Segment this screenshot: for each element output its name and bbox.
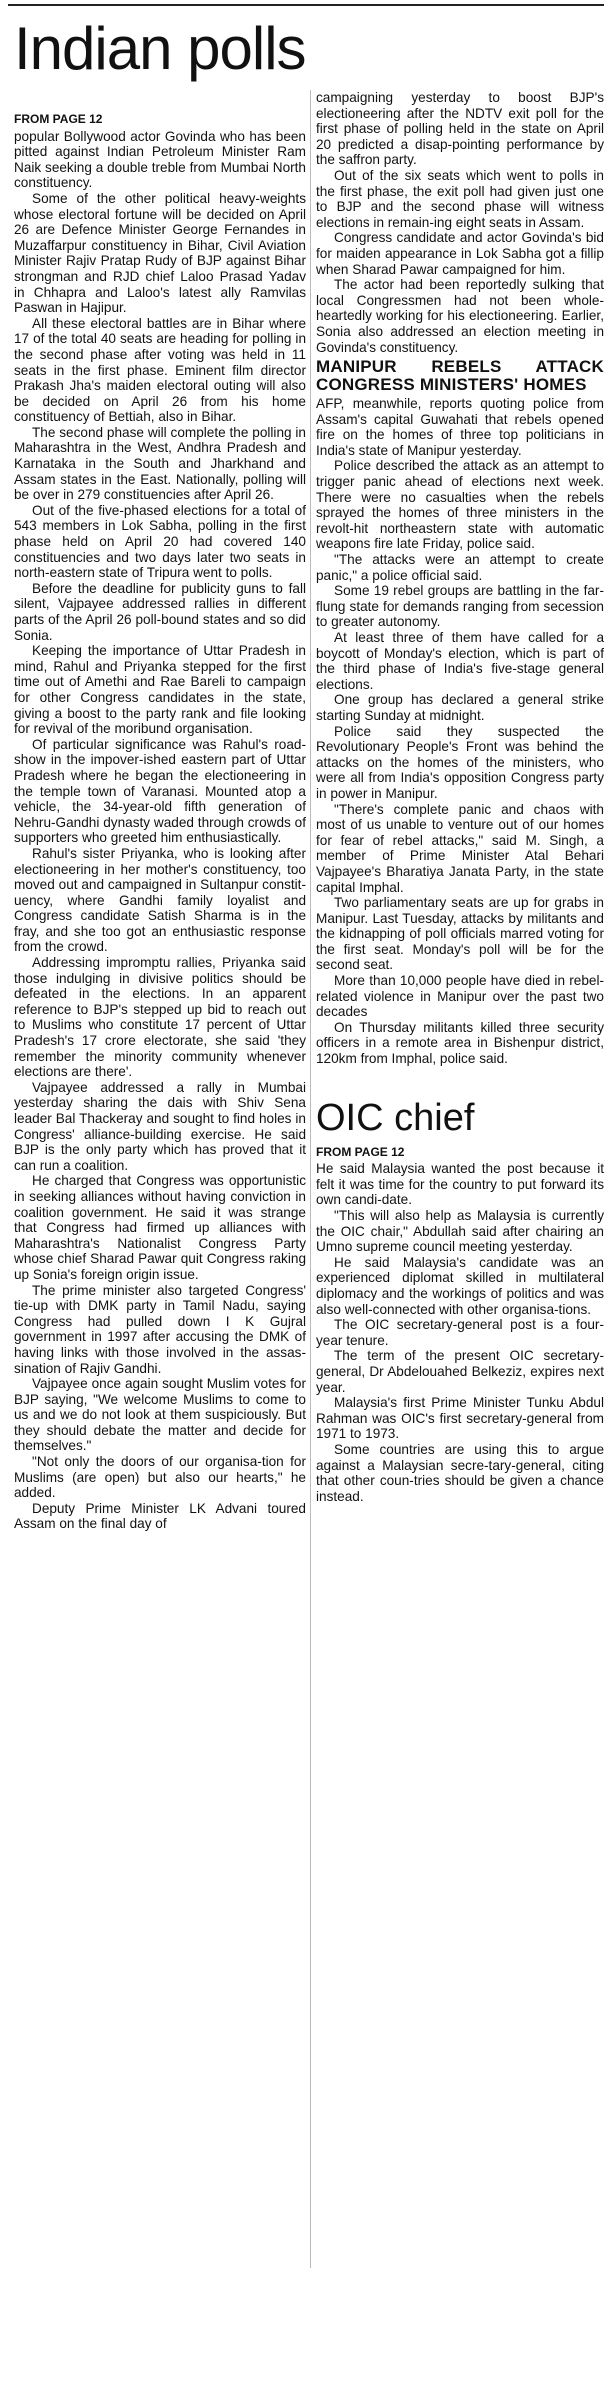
paragraph: Some of the other political heavy-weights whose electoral fortune will be decided on April 26 are Defence Minister George Fernandes in Muzaffarpur constituency in Bihar, Civil Aviation Minister Rajiv Pratap Rudy of BJP against Bihar strongman and RJD chief Laloo Prasad Yadav in Chhapra and Laloo's latest ally Ramvilas Paswan in Hajipur. — [14, 190, 306, 316]
paragraph: AFP, meanwhile, reports quoting police from Assam's capital Guwahati that rebels opened fire on the homes of three top politicians in India's state of Manipur yesterday. — [316, 396, 604, 458]
paragraph: "There's complete panic and chaos with most of us unable to venture out of our homes for fear of rebel attacks," said M. Singh, a member of Prime Minister Atal Behari Vajpayee's Bharatiya Janata Party, in the state capital Imphal. — [316, 801, 604, 895]
oic-headline: OIC chief — [316, 1096, 475, 1139]
paragraph: "This will also help as Malaysia is currently the OIC chair," Abdullah said after chairing an Umno supreme council meeting yesterday. — [316, 1208, 604, 1255]
from-page-label: FROM PAGE 12 — [14, 112, 103, 126]
paragraph: Addressing impromptu rallies, Priyanka said those indulging in divisive politics should be defeated in the elections. In an apparent reference to BJP's stepped up bid to reach out to Muslims who constitute 17 percent of Uttar Pradesh's 17 crore electorate, she said 'they remember the minority community whenever elections are there'. — [14, 955, 306, 1080]
paragraph: "The attacks were an attempt to create panic," a police official said. — [316, 552, 604, 583]
paragraph: Congress candidate and actor Govinda's bid for maiden appearance in Lok Sabha got a fillip when Sharad Pawar campaigned for him. — [316, 230, 604, 277]
paragraph: One group has declared a general strike starting Sunday at midnight. — [316, 692, 604, 723]
paragraph: Vajpayee once again sought Muslim votes for BJP saying, "We welcome Muslims to come to us and we do not look at them suspiciously. But they should debate the matter and decide for themselves." — [14, 1376, 306, 1454]
paragraph: Keeping the importance of Uttar Pradesh in mind, Rahul and Priyanka stepped for the first time out of Amethi and Rae Bareli to campaign for other Congress candidates in the state, giving a boost to the party rank and file looking for revival of the moribund organisation. — [14, 643, 306, 737]
oic-body — [316, 1161, 604, 1504]
manipur-body — [316, 396, 604, 1067]
paragraph: All these electoral battles are in Bihar where 17 of the total 40 seats are heading for polling in the second phase after voting was held in 11 seats in the first phase. Eminent film director Prakash Jha's maiden electoral outing will also be decided on April 26 from his home constituency of Bettiah, also in Bihar. — [14, 315, 306, 425]
paragraph: Out of the six seats which went to polls in the first phase, the exit poll had given just one to BJP and the second phase will witness elections in remain-ing eight seats in Assam. — [316, 167, 604, 230]
page-headline: Indian polls — [14, 15, 306, 82]
paragraph: The OIC secretary-general post is a four-year tenure. — [316, 1317, 604, 1348]
paragraph: On Thursday militants killed three security officers in a remote area in Bishenpur district, 120km from Imphal, police said. — [316, 1019, 604, 1067]
paragraph: Rahul's sister Priyanka, who is looking after electioneering in her mother's constituency, too moved out and campaigned in Sultanpur constit-uency, where Gandhi family loyalist and Congress candidate Satish Sharma is in the fray, and she too got an enthusiastic response from the crowd. — [14, 845, 306, 955]
paragraph: Some 19 rebel groups are battling in the far-flung state for demands ranging from secession to greater autonomy. — [316, 583, 604, 630]
left-column-body — [14, 129, 306, 1532]
right-column-body — [316, 90, 604, 355]
paragraph: Police described the attack as an attempt to trigger panic ahead of elections next week. There were no casualties when the rebels sprayed the homes of three ministers in the revolt-hit northeastern state with automatic weapons fire late Friday, police said. — [316, 458, 604, 552]
paragraph: Vajpayee addressed a rally in Mumbai yesterday sharing the dais with Shiv Sena leader Bal Thackeray and sought to find holes in Congress' alliance-building exercise. He said BJP is the only party which has proved that it can run a coalition. — [14, 1079, 306, 1173]
paragraph: The prime minister also targeted Congress' tie-up with DMK party in Tamil Nadu, saying Congress had pulled down I K Gujral government in 1997 after accusing the DMK of having links with those involved in the assas-sination of Rajiv Gandhi. — [14, 1282, 306, 1376]
column-divider — [310, 90, 311, 2268]
paragraph: Malaysia's first Prime Minister Tunku Abdul Rahman was OIC's first secretary-general from 1971 to 1973. — [316, 1395, 604, 1442]
paragraph: campaigning yesterday to boost BJP's electioneering after the NDTV exit poll for the first phase of polling held in the state on April 20 predicted a disap-pointing performance by the saffron party. — [316, 90, 604, 168]
oic-from-page-label: FROM PAGE 12 — [316, 1144, 405, 1159]
right-column — [316, 0, 604, 2361]
paragraph: "Not only the doors of our organisa-tion for Muslims (are open) but also our hearts," he added. — [14, 1454, 306, 1501]
paragraph: The term of the present OIC secretary-general, Dr Abdelouahed Belkeziz, expires next year. — [316, 1348, 604, 1395]
paragraph: The second phase will complete the polling in Maharashtra in the West, Andhra Pradesh and Karnataka in the South and Jharkhand and Assam states in the East. Nationally, polling will be over in 279 constituencies after April 26. — [14, 424, 306, 503]
paragraph: Of particular significance was Rahul's road-show in the impover-ished eastern part of Uttar Pradesh where he began the electioneering in the temple town of Varanasi. Mounted atop a vehicle, the 34-year-old fifth generation of Nehru-Gandhi dynasty waded through crowds of supporters who greeted him enthusiastically. — [14, 736, 306, 846]
paragraph: He said Malaysia's candidate was an experienced diplomat skilled in multilateral diplomacy and the workings of politics and was also well-connected with other organisa-tions. — [316, 1254, 604, 1317]
paragraph: Out of the five-phased elections for a total of 543 members in Lok Sabha, polling in the first phase held on April 20 had covered 140 constituencies and two days later two seats in north-eastern state of Tripura went to polls. — [14, 502, 306, 581]
paragraph: popular Bollywood actor Govinda who has been pitted against Indian Petroleum Minister Ram Naik seeking a double treble from Mumbai North constituency. — [14, 128, 306, 191]
paragraph: More than 10,000 people have died in rebel-related violence in Manipur over the past two decades — [316, 973, 604, 1020]
left-column — [14, 0, 306, 2383]
paragraph: Before the deadline for publicity guns to fall silent, Vajpayee addressed rallies in different parts of the April 26 poll-bound states and so did Sonia. — [14, 580, 306, 643]
paragraph: Police said they suspected the Revolutionary People's Front was behind the attacks on the homes of the ministers, who were all from India's opposition Congress party in power in Manipur. — [316, 723, 604, 801]
manipur-subhead: MANIPUR REBELS ATTACK CONGRESS MINISTERS' HOMES — [316, 357, 604, 395]
paragraph: At least three of them have called for a boycott of Monday's election, which is part of the third phase of India's five-stage general elections. — [316, 630, 604, 692]
paragraph: He said Malaysia wanted the post because it felt it was time for the country to put forward its own candi-date. — [316, 1161, 604, 1208]
paragraph: Deputy Prime Minister LK Advani toured Assam on the final day of — [14, 1500, 306, 1532]
paragraph: The actor had been reportedly sulking that local Congressmen had not been whole-heartedly working for his electioneering. Earlier, Sonia also addressed an election meeting in Govinda's constituency. — [316, 277, 604, 355]
paragraph: Some countries are using this to argue against a Malaysian secre-tary-general, citing that other coun-tries should be given a chance instead. — [316, 1441, 604, 1504]
paragraph: He charged that Congress was opportunistic in seeking alliances without having conviction in coalition government. He said it was strange that Congress had firmed up alliances with Maharashtra's Nationalist Congress Party whose chief Sharad Pawar quit Congress raking up Sonia's foreign origin issue. — [14, 1173, 306, 1282]
paragraph: Two parliamentary seats are up for grabs in Manipur. Last Tuesday, attacks by militants and the kidnapping of poll officials marred voting for the first seat. Monday's poll will be for the second seat. — [316, 895, 604, 973]
